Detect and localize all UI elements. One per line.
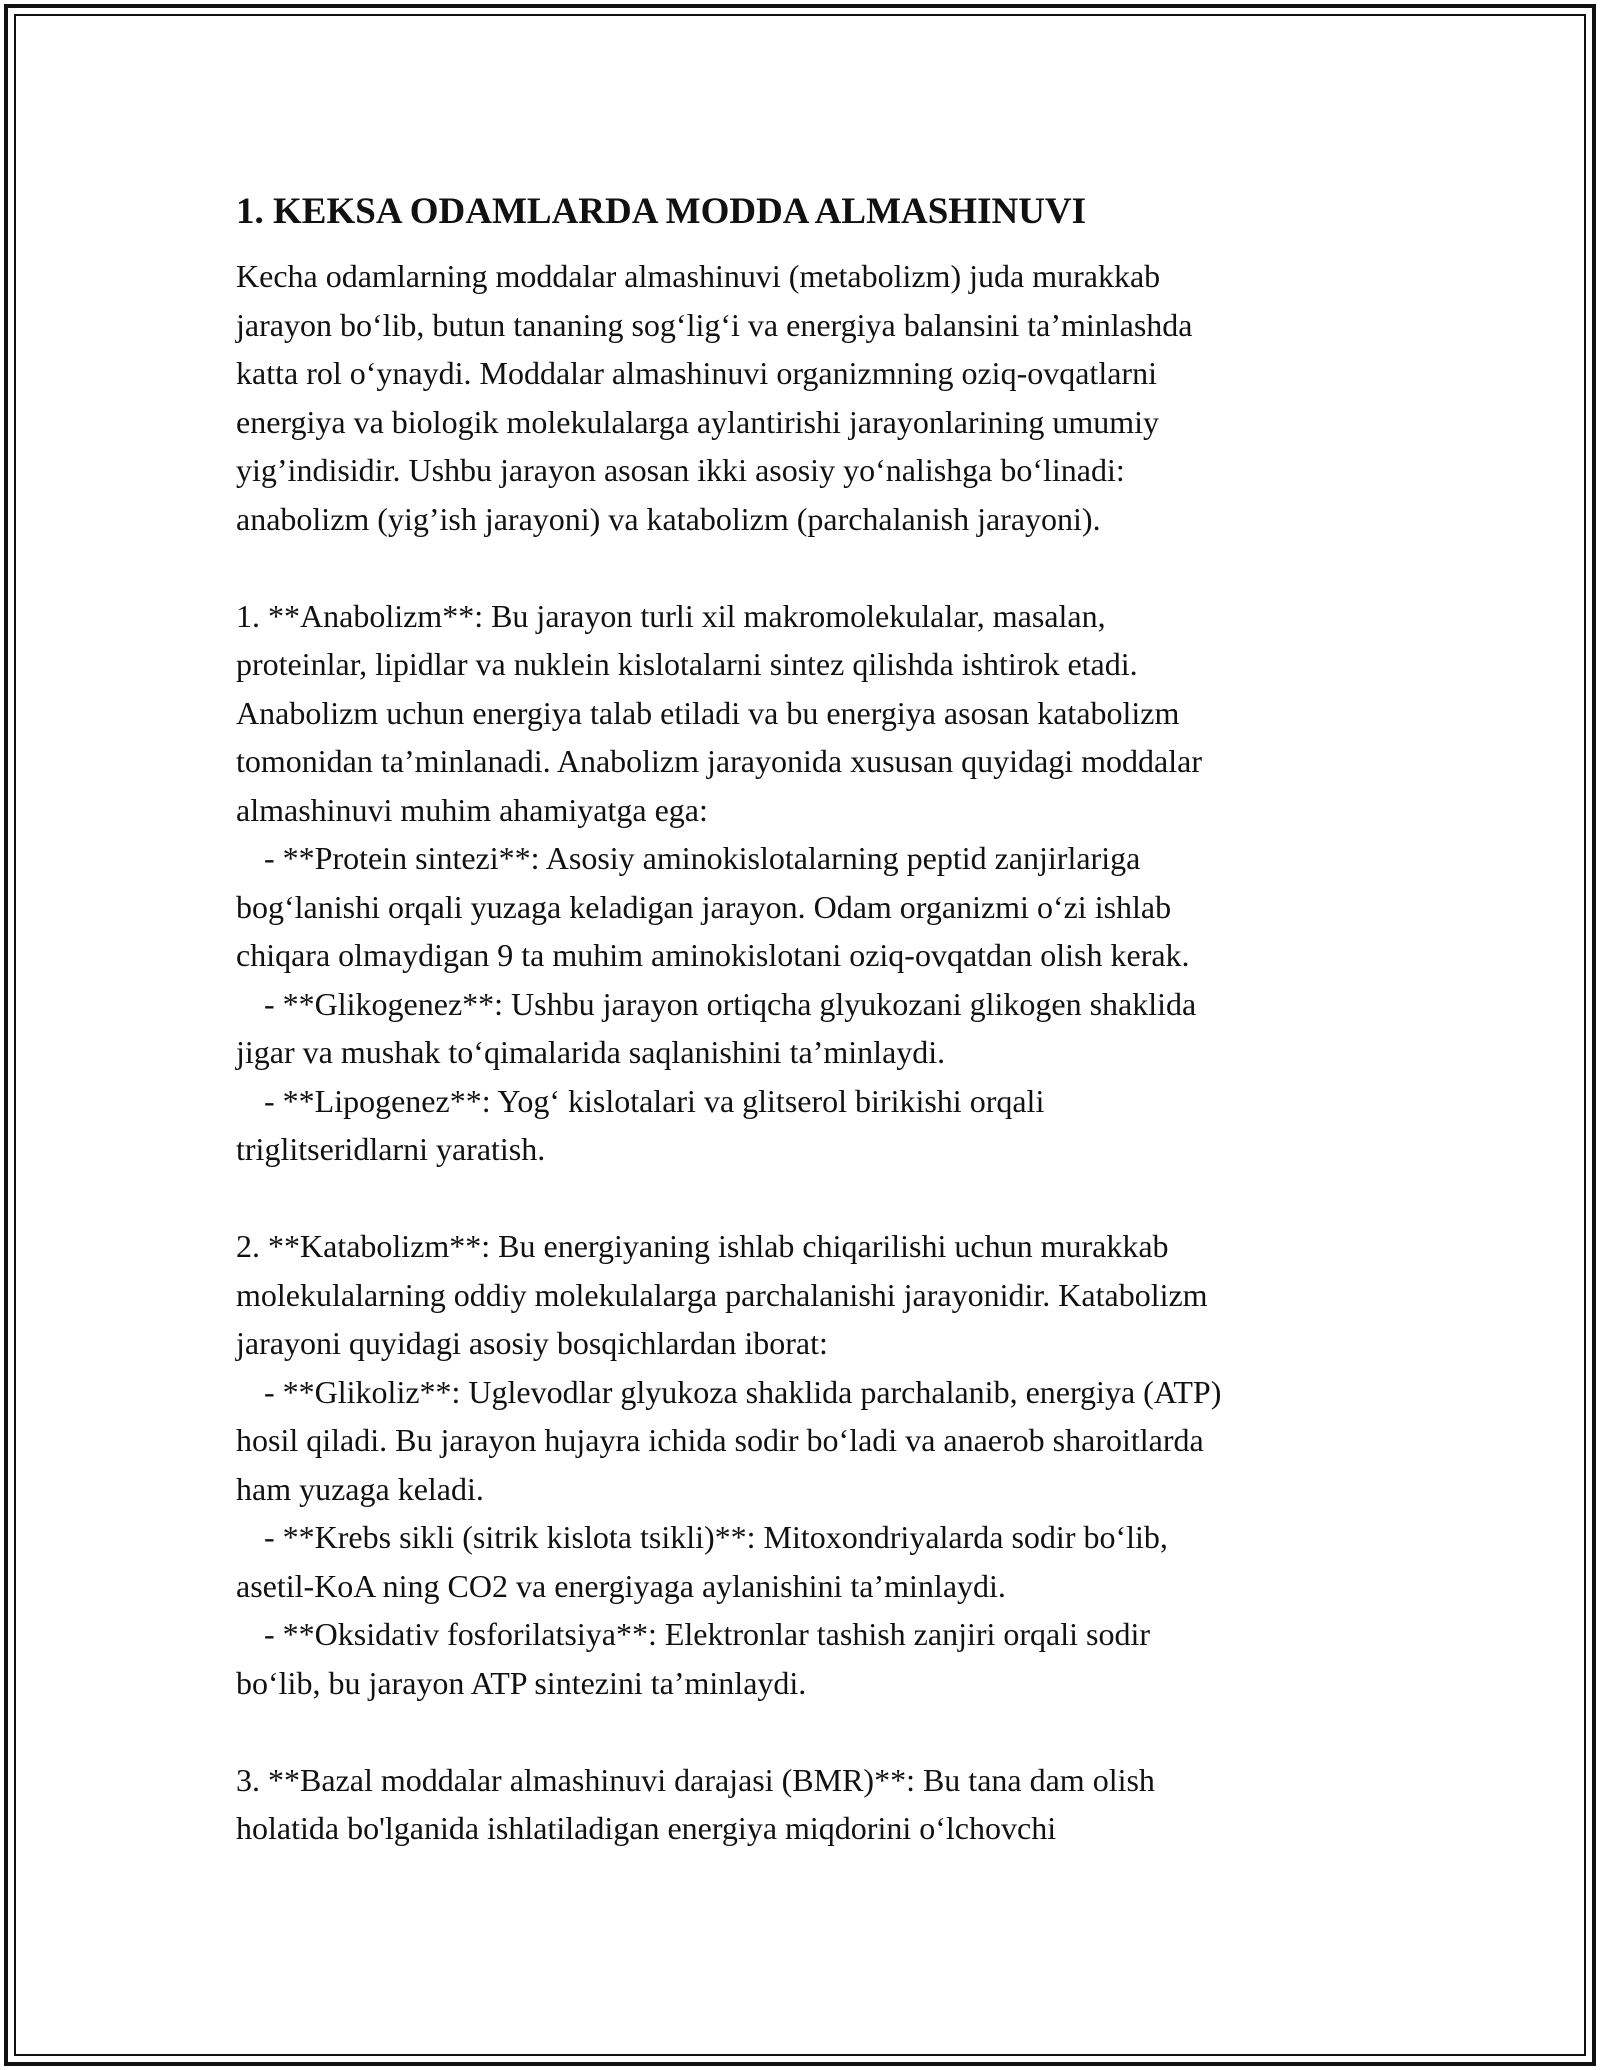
document-body (236, 188, 1366, 1853)
bullet-continuation: ham yuzaga keladi. (236, 1470, 484, 1507)
section-bmr (236, 1756, 1366, 1853)
paragraph-spacer (236, 543, 1366, 592)
section-line: 2. **Katabolizm**: Bu energiyaning ishlab chiqarilishi uchun murakkab (236, 1228, 1169, 1264)
bullet-protein-sintezi: - **Protein sintezi**: Asosiy aminokislotalarning peptid zanjirlariga (264, 840, 1141, 876)
bullet-lipogenez: - **Lipogenez**: Yog‘ kislotalari va glitserol birikishi orqali (264, 1082, 1045, 1119)
section-line: almashinuvi muhim ahamiyatga ega: (236, 791, 708, 828)
paragraph-spacer (236, 1174, 1366, 1223)
intro-line: energiya va biologik molekulalarga aylantirishi jarayonlarining umumiy (236, 403, 1160, 440)
bullet-glikogenez: - **Glikogenez**: Ushbu jarayon ortiqcha glyukozani glikogen shaklida (264, 985, 1197, 1022)
bullet-continuation: chiqara olmaydigan 9 ta muhim aminokislotani oziq-ovqatdan olish kerak. (236, 937, 1190, 973)
section-line: jarayoni quyidagi asosiy bosqichlardan iborat: (236, 1325, 828, 1361)
section-line: Anabolizm uchun energiya talab etiladi va bu energiya asosan katabolizm (236, 694, 1180, 731)
document-title: 1. KEKSA ODAMLARDA MODDA ALMASHINUVI (236, 191, 1087, 232)
intro-line: katta rol o‘ynaydi. Moddalar almashinuvi organizmning oziq-ovqatlarni (236, 355, 1157, 391)
bullet-oksidativ-fosforilatsiya: - **Oksidativ fosforilatsiya**: Elektronlar tashish zanjiri orqali sodir (264, 1616, 1151, 1652)
bullet-continuation: triglitseridlarni yaratish. (236, 1131, 546, 1167)
section-line: molekulalarning oddiy molekulalarga parchalanishi jarayonidir. Katabolizm (236, 1276, 1208, 1313)
bullet-continuation: bo‘lib, bu jarayon ATP sintezini ta’minlaydi. (236, 1664, 807, 1701)
intro-line: yig’indisidir. Ushbu jarayon asosan ikki asosiy yo‘nalishga bo‘linadi: (236, 452, 1125, 488)
bullet-krebs-sikli: - **Krebs sikli (sitrik kislota tsikli)**: Mitoxondriyalarda sodir bo‘lib, (264, 1519, 1168, 1555)
section-line: 3. **Bazal moddalar almashinuvi darajasi (BMR)**: Bu tana dam olish (236, 1761, 1155, 1798)
section-anabolizm (236, 592, 1366, 1174)
intro-line: anabolizm (yig’ish jarayoni) va katabolizm (parchalanish jarayoni). (236, 500, 1101, 537)
section-line: tomonidan ta’minlanadi. Anabolizm jarayonida xususan quyidagi moddalar (236, 743, 1202, 779)
paragraph-spacer (236, 1707, 1366, 1756)
intro-paragraph (236, 252, 1366, 543)
bullet-continuation: hosil qiladi. Bu jarayon hujayra ichida sodir bo‘ladi va anaerob sharoitlarda (236, 1422, 1204, 1458)
intro-line: Kecha odamlarning moddalar almashinuvi (metabolizm) juda murakkab (236, 258, 1161, 294)
section-katabolizm (236, 1222, 1366, 1707)
bullet-continuation: jigar va mushak to‘qimalarida saqlanishini ta’minlaydi. (236, 1034, 946, 1070)
bullet-glikoliz: - **Glikoliz**: Uglevodlar glyukoza shaklida parchalanib, energiya (ATP) (264, 1373, 1222, 1410)
section-line: proteinlar, lipidlar va nuklein kislotalarni sintez qilishda ishtirok etadi. (236, 646, 1138, 682)
section-line: holatida bo'lganida ishlatiladigan energiya miqdorini o‘lchovchi (236, 1810, 1057, 1846)
section-line: 1. **Anabolizm**: Bu jarayon turli xil makromolekulalar, masalan, (236, 597, 1106, 634)
bullet-continuation: asetil-KoA ning CO2 va energiyaga aylanishini ta’minlaydi. (236, 1567, 1006, 1604)
intro-line: jarayon bo‘lib, butun tananing sog‘lig‘i va energiya balansini ta’minlashda (236, 306, 1193, 343)
bullet-continuation: bog‘lanishi orqali yuzaga keladigan jarayon. Odam organizmi o‘zi ishlab (236, 888, 1172, 925)
